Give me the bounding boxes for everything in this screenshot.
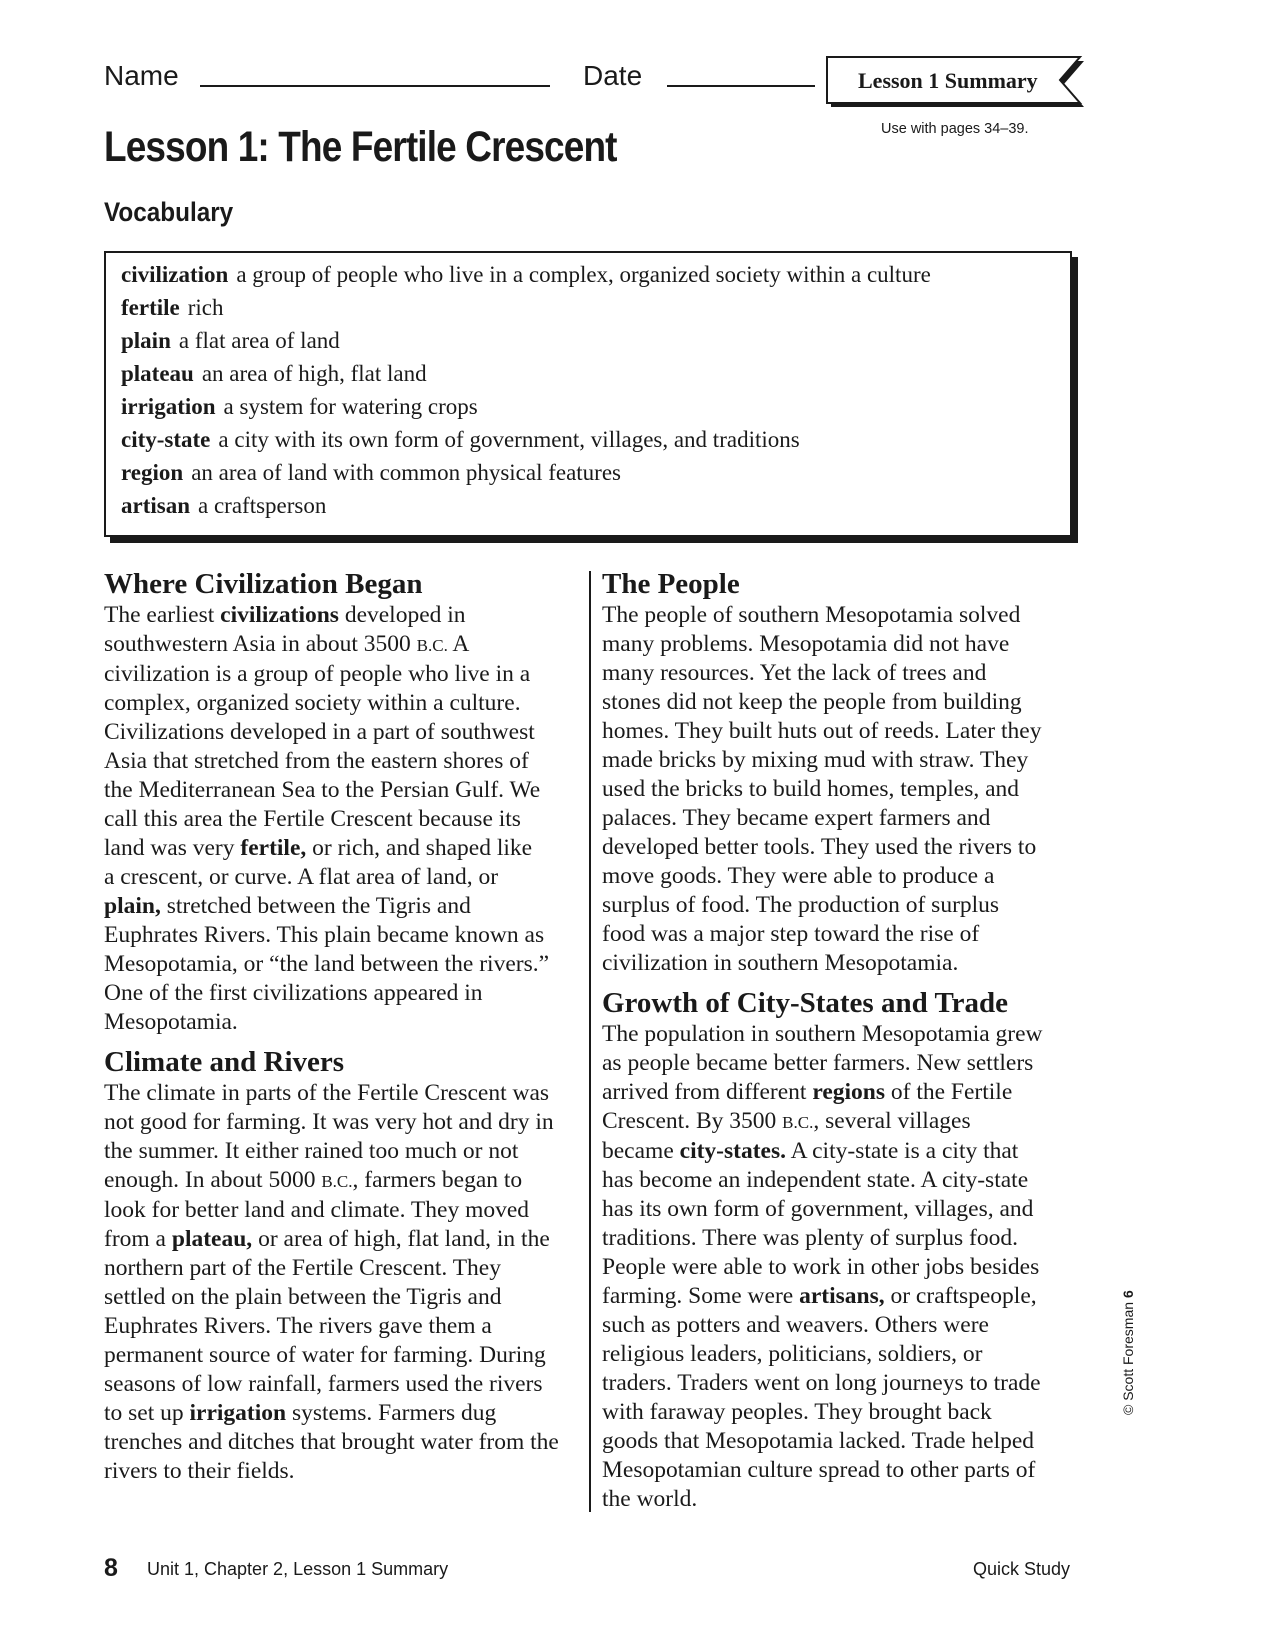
vocab-item: [121, 258, 931, 291]
text-line: Asia that stretched from the eastern shores of: [104, 748, 529, 774]
text-line: Euphrates Rivers. The rivers gave them a: [104, 1313, 492, 1339]
text-line: arrived from different regions of the Fertile: [602, 1079, 1013, 1105]
text-line: One of the first civilizations appeared in: [104, 980, 483, 1006]
text-line: civilization is a group of people who live in a: [104, 661, 531, 687]
text-line: homes. They built huts out of reeds. Later they: [602, 718, 1042, 744]
section-body-the-people: [602, 601, 1082, 978]
text-line: plain, stretched between the Tigris and: [104, 893, 471, 919]
section-heading-the-people: The People: [602, 568, 740, 600]
text-line: has become an independent state. A city-state: [602, 1167, 1029, 1193]
text-line: became city-states. A city-state is a city that: [602, 1138, 1019, 1164]
text-line: move goods. They were able to produce a: [602, 863, 995, 889]
text-line: enough. In about 5000 B.C., farmers began to: [104, 1167, 523, 1193]
text-line: many resources. Yet the lack of trees and: [602, 660, 987, 686]
vocab-term: plain: [121, 328, 171, 353]
text-line: traders. Traders went on long journeys to trade: [602, 1370, 1041, 1396]
text-line: the Mediterranean Sea to the Persian Gulf. We: [104, 777, 541, 803]
section-heading-climate-and-rivers: Climate and Rivers: [104, 1046, 345, 1078]
text-line: religious leaders, politicians, soldiers, or: [602, 1341, 983, 1367]
text-line: rivers to their fields.: [104, 1458, 295, 1484]
text-line: a crescent, or curve. A flat area of land, or: [104, 864, 499, 890]
use-with-pages: Use with pages 34–39.: [881, 121, 1029, 137]
text-line: not good for farming. It was very hot and dry in: [104, 1109, 554, 1135]
section-body-where-civilization-began: [104, 601, 584, 1037]
vocab-term: region: [121, 460, 184, 485]
vocab-term: plateau: [121, 361, 194, 386]
vocab-term: artisan: [121, 493, 190, 518]
text-line: many problems. Mesopotamia did not have: [602, 631, 1010, 657]
vocab-item: [121, 423, 931, 456]
vocabulary-heading: Vocabulary: [104, 197, 234, 227]
text-line: used the bricks to build homes, temples, and: [602, 776, 1020, 802]
lesson-tab: [826, 56, 1101, 112]
text-line: Mesopotamia.: [104, 1009, 238, 1035]
text-line: Mesopotamian culture spread to other parts of: [602, 1457, 1036, 1483]
text-line: land was very fertile, or rich, and shaped like: [104, 835, 533, 861]
text-line: food was a major step toward the rise of: [602, 921, 980, 947]
vocabulary-list: [121, 258, 931, 522]
text-line: northern part of the Fertile Crescent. They: [104, 1255, 501, 1281]
section-body-growth-of-city-states: [602, 1020, 1082, 1514]
text-line: made bricks by mixing mud with straw. They: [602, 747, 1029, 773]
text-line: The population in southern Mesopotamia grew: [602, 1021, 1043, 1047]
text-line: trenches and ditches that brought water from the: [104, 1429, 559, 1455]
date-label: Date: [583, 60, 643, 91]
vocab-definition: a group of people who live in a complex, organized society within a culture: [236, 262, 931, 287]
vocabulary-box: [104, 251, 1072, 537]
text-line: seasons of low rainfall, farmers used the rivers: [104, 1371, 543, 1397]
section-heading-growth-of-city-states: Growth of City-States and Trade: [602, 987, 1008, 1019]
right-column: [602, 567, 1082, 1514]
vocab-definition: an area of land with common physical features: [191, 460, 621, 485]
vocab-definition: a craftsperson: [198, 493, 327, 518]
vocab-definition: a system for watering crops: [223, 394, 478, 419]
vocab-term: fertile: [121, 295, 180, 320]
text-line: look for better land and climate. They moved: [104, 1197, 530, 1223]
text-line: Civilizations developed in a part of southwest: [104, 719, 535, 745]
name-label: Name: [104, 60, 179, 91]
vocab-item: [121, 489, 931, 522]
text-line: settled on the plain between the Tigris and: [104, 1284, 502, 1310]
page-number: 8: [104, 1554, 118, 1582]
text-line: palaces. They became expert farmers and: [602, 805, 991, 831]
vocab-definition: an area of high, flat land: [201, 361, 427, 386]
text-line: developed better tools. They used the rivers to: [602, 834, 1037, 860]
vocab-item: [121, 357, 931, 390]
text-line: call this area the Fertile Crescent because its: [104, 806, 521, 832]
vocab-item: [121, 456, 931, 489]
text-line: the summer. It either rained too much or not: [104, 1138, 519, 1164]
text-line: complex, organized society within a culture.: [104, 690, 521, 716]
text-line: from a plateau, or area of high, flat land, in the: [104, 1226, 550, 1252]
vocab-definition: rich: [187, 295, 224, 320]
text-line: goods that Mesopotamia lacked. Trade helped: [602, 1428, 1035, 1454]
vocab-term: city-state: [121, 427, 211, 452]
text-line: People were able to work in other jobs besides: [602, 1254, 1040, 1280]
text-line: the world.: [602, 1486, 698, 1512]
text-line: has its own form of government, villages, and: [602, 1196, 1034, 1222]
lesson-tab-label: Lesson 1 Summary: [858, 68, 1038, 93]
vocab-term: irrigation: [121, 394, 216, 419]
text-line: as people became better farmers. New settlers: [602, 1050, 1034, 1076]
text-line: stones did not keep the people from building: [602, 689, 1022, 715]
text-line: Crescent. By 3500 B.C., several villages: [602, 1108, 971, 1134]
footer-quick-study: Quick Study: [973, 1559, 1071, 1579]
text-line: surplus of food. The production of surplus: [602, 892, 1000, 918]
text-line: such as potters and weavers. Others were: [602, 1312, 989, 1338]
text-line: Mesopotamia, or “the land between the rivers.”: [104, 951, 550, 977]
text-line: The earliest civilizations developed in: [104, 602, 466, 628]
text-line: The climate in parts of the Fertile Crescent was: [104, 1080, 550, 1106]
vocab-definition: a city with its own form of government, villages, and traditions: [218, 427, 800, 452]
copyright-grade: 6: [1120, 1290, 1136, 1298]
vocab-item: [121, 324, 931, 357]
text-line: to set up irrigation systems. Farmers dug: [104, 1400, 497, 1426]
text-line: permanent source of water for farming. During: [104, 1342, 546, 1368]
vocab-term: civilization: [121, 262, 229, 287]
text-line: southwestern Asia in about 3500 B.C. A: [104, 631, 470, 657]
name-blank-line: [200, 85, 550, 87]
page-title: Lesson 1: The Fertile Crescent: [104, 123, 617, 171]
text-line: traditions. There was plenty of surplus food.: [602, 1225, 1018, 1251]
vocab-item: [121, 291, 931, 324]
column-divider: [589, 571, 591, 1512]
text-line: Euphrates Rivers. This plain became known as: [104, 922, 545, 948]
section-body-climate-and-rivers: [104, 1079, 584, 1486]
date-blank-line: [667, 85, 815, 87]
vocab-item: [121, 390, 931, 423]
section-heading-where-civilization-began: Where Civilization Began: [104, 568, 423, 600]
text-line: with faraway peoples. They brought back: [602, 1399, 992, 1425]
copyright-text: © Scott Foresman: [1120, 1301, 1136, 1415]
vocab-definition: a flat area of land: [178, 328, 340, 353]
footer-chapter-text: Unit 1, Chapter 2, Lesson 1 Summary: [147, 1559, 449, 1579]
text-line: farming. Some were artisans, or craftspeople,: [602, 1283, 1037, 1309]
copyright-notice: [1120, 1290, 1136, 1415]
left-column: [104, 567, 584, 1486]
text-line: The people of southern Mesopotamia solved: [602, 602, 1021, 628]
text-line: civilization in southern Mesopotamia.: [602, 950, 959, 976]
